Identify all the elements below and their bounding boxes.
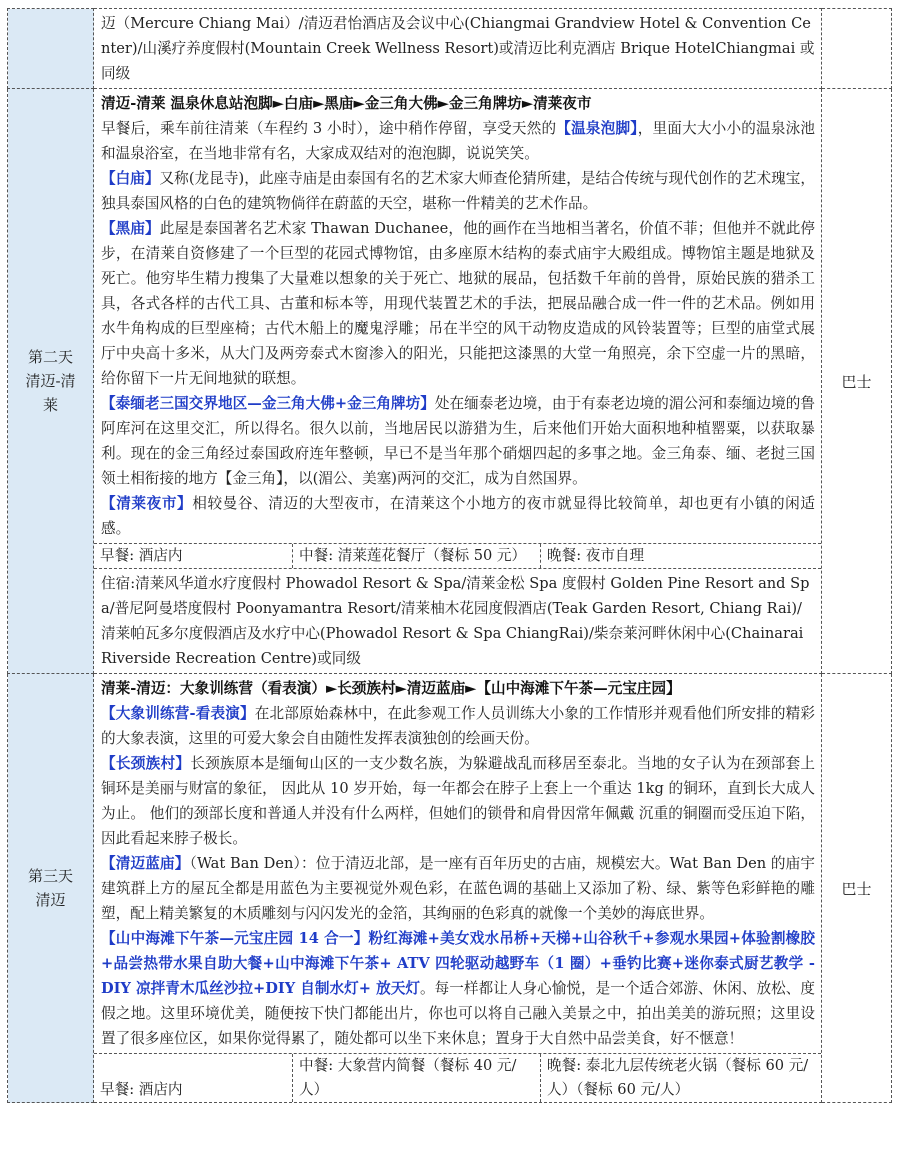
day2-para1-b: ，里面大大小小的温泉泳池和温泉浴室，在当地非常有名，大家成双结对的泡泡脚，说说笑笑。 — [101, 120, 815, 162]
day2-label-line3: 莱 — [42, 396, 58, 414]
day-cell-empty — [8, 9, 94, 89]
day3-para-elephant — [101, 701, 815, 751]
day3-yuanbao-highlight: 【山中海滩下午茶—元宝庄园 14 合一】粉红海滩+美女戏水吊桥+天梯+山谷秋千+参观水果园+体验割橡胶+品尝热带水果自助大餐+山中海滩下午茶+ ATV 四轮驱动越野车（1 圈）+垂钓比赛+迷你泰式厨艺教学 - DIY 凉拌青木瓜丝沙拉+DIY 自制水灯+ 放天灯 — [101, 930, 815, 997]
transport-cell-empty — [822, 9, 892, 89]
day3-breakfast: 早餐: 酒店内 — [100, 1081, 183, 1098]
day2-content-cell — [94, 89, 822, 674]
day2-meals-row — [94, 543, 821, 568]
day2-body — [94, 89, 821, 543]
day2-para-hotspring — [101, 116, 815, 166]
day2-para-night-market — [101, 491, 815, 541]
day2-hotspring-highlight: 【温泉泡脚】 — [556, 120, 638, 137]
day3-label-cell — [8, 674, 94, 1103]
hotel-cell — [94, 9, 822, 89]
day2-para-golden-triangle — [101, 391, 815, 491]
day3-para1-b: 在北部原始森林中，在此参观工作人员训练大小象的工作情形并观看他们所安排的精彩的大象表演，这里的可爱大象会自由随性发挥表演独创的绘画天份。 — [101, 705, 815, 747]
day2-para-white-temple — [101, 166, 815, 216]
row-day3 — [8, 674, 892, 1103]
itinerary-table — [7, 8, 892, 1103]
day3-dinner: 晚餐: 泰北九层传统老火锅（餐标 60 元/人）（餐标 60 元/人） — [540, 1054, 821, 1102]
day2-lunch: 中餐: 清莱莲花餐厅（餐标 50 元） — [292, 544, 540, 568]
day3-longneck-highlight: 【长颈族村】 — [101, 755, 191, 772]
day3-label-line2: 清迈 — [35, 891, 66, 909]
day2-dinner: 晚餐: 夜市自理 — [540, 544, 821, 568]
day2-breakfast: 早餐: 酒店内 — [100, 547, 183, 564]
day3-para2-b: 长颈族原本是缅甸山区的一支少数名族，为躲避战乱而移居至泰北。当地的女子认为在颈部套上铜环是美丽与财富的象征， 因此从 10 岁开始，每一年都会在脖子上套上一个重达 1kg 的铜环，直到长大成人为止。 他们的颈部长度和普通人并没有什么两样，但她们的锁骨和肩骨因常年佩戴 沉重的铜圈而受压迫下陷，因此看起来脖子极长。 — [101, 755, 815, 847]
day2-label-line1: 第二天 — [27, 348, 73, 366]
day2-label-cell — [8, 89, 94, 674]
day3-label-line1: 第三天 — [27, 867, 73, 885]
day3-lunch: 中餐: 大象营内简餐（餐标 40 元/人） — [292, 1054, 540, 1102]
day3-transport-cell — [822, 674, 892, 1103]
day3-blue-temple-highlight: 【清迈蓝庙】 — [101, 855, 190, 872]
day2-para4-b: 处在缅泰老边境，由于有泰老边境的湄公河和泰缅边境的鲁阿库河在这里交汇，所以得名。很久以前，当地居民以游猎为生，后来他们开始大面积地种植罂粟，以获取暴利。现在的金三角经过泰国政府连年整顿，早已不是当年那个硝烟四起的多事之地。金三角泰、缅、老挝三国领土相衔接的地方【金三角】，以(湄公、美塞)两河的交汇，成为自然国界。 — [101, 395, 815, 487]
day2-title: 清迈-清莱 温泉休息站泡脚►白庙►黑庙►金三角大佛►金三角牌坊►清莱夜市 — [101, 95, 592, 112]
day2-para-black-temple — [101, 216, 815, 391]
day2-accommodation: 住宿:清莱风华道水疗度假村 Phowadol Resort & Spa/清莱金松 Spa 度假村 Golden Pine Resort and Spa/普尼阿曼塔度假村 Poonyamantra Resort/清莱柚木花园度假酒店(Teak Garden Resort, Chiang Rai)/清莱帕瓦多尔度假酒店及水疗中心(Phowadol Resort & Spa ChiangRai)/柴奈莱河畔休闲中心(Chainarai Riverside Recreation Centre)或同级 — [94, 568, 821, 673]
day3-para4-b: 。每一样都让人身心愉悦，是一个适合郊游、休闲、放松、度假之地。这里环境优美，随便按下快门都能出片，你也可以将自己融入美景之中，拍出美美的游玩照；这里设置了很多座位区，如果你觉得累了，随处都可以坐下来休息；置身于大自然中品尝美食，好不惬意！ — [101, 980, 815, 1047]
day3-transport: 巴士 — [841, 879, 872, 898]
day3-content-cell — [94, 674, 822, 1103]
day3-para-blue-temple — [101, 851, 815, 926]
day2-para5-b: 相较曼谷、清迈的大型夜市，在清莱这个小地方的夜市就显得比较简单，却也更有小镇的闲适感。 — [101, 495, 815, 537]
day3-elephant-highlight: 【大象训练营-看表演】 — [101, 705, 255, 722]
day3-para-longneck — [101, 751, 815, 851]
day2-black-temple-highlight: 【黑庙】 — [101, 220, 160, 237]
day2-night-market-highlight: 【清莱夜市】 — [101, 495, 193, 512]
day3-meals-row — [94, 1053, 821, 1102]
day3-para3-b: （Wat Ban Den）：位于清迈北部，是一座有百年历史的古庙，规模宏大。Wat Ban Den 的庙宇建筑群上方的屋瓦全都是用蓝色为主要视觉外观色彩，在蓝色调的基础上又添加了粉、绿、紫等色彩鲜艳的雕塑，配上精美繁复的木质雕刻与闪闪发光的金箔，其绚丽的色彩真的就像一个美妙的海底世界。 — [101, 855, 815, 922]
day2-transport: 巴士 — [841, 372, 872, 391]
day2-golden-triangle-highlight: 【泰缅老三国交界地区—金三角大佛+金三角牌坊】 — [101, 395, 435, 412]
day2-label-line2: 清迈-清 — [25, 372, 76, 390]
day3-para-yuanbao — [101, 926, 815, 1051]
hotel-list-text: 迈（Mercure Chiang Mai）/清迈君怡酒店及会议中心(Chiangmai Grandview Hotel & Convention Center)/山溪疗养度假村(Mountain Creek Wellness Resort)或清迈比利克酒店 Brique HotelChiangmai 或同级 — [101, 15, 815, 82]
day2-para2-b: 又称(龙昆寺)，此座寺庙是由泰国有名的艺术家大师查伦猜所建，是结合传统与现代创作的艺术瑰宝，独具泰国风格的白色的建筑物倘徉在蔚蓝的天空，堪称一件精美的艺术作品。 — [101, 170, 815, 212]
day2-white-temple-highlight: 【白庙】 — [101, 170, 160, 187]
day2-para3-b: 此屋是泰国著名艺术家 Thawan Duchanee，他的画作在当地相当著名，价值不菲；但他并不就此停步，在清莱自资修建了一个巨型的花园式博物馆，由多座原木结构的泰式庙宇大殿组成。博物馆主题是地狱及死亡。他穷毕生精力搜集了大量难以想象的关于死亡、地狱的展品，包括数千年前的兽骨，原始民族的猎杀工具，各式各样的古代工具、古董和标本等，用现代装置艺术的手法，把展品融合成一件一件的艺术品。例如用水牛角构成的巨型座椅；古代木船上的魔鬼浮雕；吊在半空的风干动物皮造成的风铃装置等；巨型的庙堂式展厅中央高十多米，从大门及两旁泰式木窗渗入的阳光，只能把这漆黑的大堂一角照亮，余下空虚一片的黑暗，给你留下一片无间地狱的联想。 — [101, 220, 815, 387]
day2-para1-a: 早餐后，乘车前往清莱（车程约 3 小时），途中稍作停留，享受天然的 — [101, 120, 557, 137]
day3-body — [94, 674, 821, 1053]
day2-transport-cell — [822, 89, 892, 674]
day3-title: 清莱-清迈：大象训练营（看表演）►长颈族村►清迈蓝庙►【山中海滩下午茶—元宝庄园】 — [101, 680, 681, 697]
row-hotels-continued — [8, 9, 892, 89]
row-day2 — [8, 89, 892, 674]
